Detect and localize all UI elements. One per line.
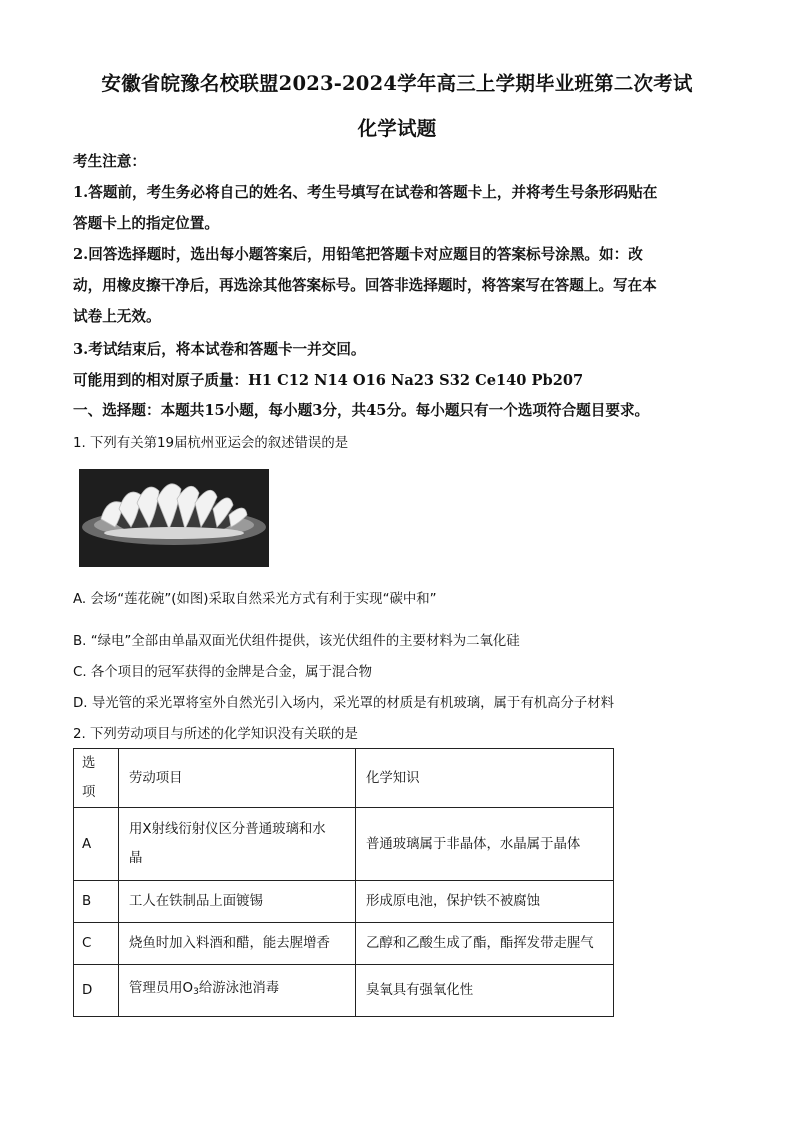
table-cell-chem-knowledge: 臭氧具有强氧化性 [356,965,614,1017]
lotus-bowl-illustration [79,469,269,567]
table-cell-option: C [74,923,119,965]
atomic-masses: 可能用到的相对原子质量：H1 C12 N14 O16 Na23 S32 Ce140 Pb207 [73,372,584,389]
table-cell-labor-item: 工人在铁制品上面镀锡 [119,881,356,923]
table-header-labor-item: 劳动项目 [119,749,356,808]
question-2-stem: 2. 下列劳动项目与所述的化学知识没有关联的是 [73,727,358,742]
table-header-row [74,749,614,808]
notice-item-1-line-2: 答题卡上的指定位置。 [73,215,219,232]
table-row [74,881,614,923]
notice-item-2-line-2: 动，用橡皮擦干净后，再选涂其他答案标号。回答非选择题时，将答案写在答题上。写在本 [73,277,657,294]
cell-text-post: 给游泳池消毒 [198,981,280,996]
table-cell-labor-item: 烧鱼时加入料酒和醋，能去腥增香 [119,923,356,965]
table-row [74,923,614,965]
exam-subtitle: 化学试题 [357,117,437,140]
table-cell-option: A [74,808,119,881]
question-1-option-c: C. 各个项目的冠军获得的金牌是合金，属于混合物 [73,665,373,680]
table-cell-chem-knowledge: 形成原电池，保护铁不被腐蚀 [356,881,614,923]
table-cell-option: B [74,881,119,923]
notice-item-1-line-1: 1.答题前，考生务必将自己的姓名、考生号填写在试卷和答题卡上，并将考生号条形码贴在 [73,184,658,201]
table-header-option: 选项 [74,749,119,808]
lotus-bowl-stadium-image [79,469,269,567]
table-cell-labor-item [119,808,356,881]
table-cell-chem-knowledge: 乙醇和乙酸生成了酯，酯挥发带走腥气 [356,923,614,965]
notice-item-2-line-3: 试卷上无效。 [73,308,161,325]
question-1-option-b: B. “绿电”全部由单晶双面光伏组件提供，该光伏组件的主要材料为二氧化硅 [73,634,520,649]
table-header-chem-knowledge: 化学知识 [356,749,614,808]
table-cell-option: D [74,965,119,1017]
ozone-subscript: 3 [193,987,199,997]
notice-item-2-line-1: 2.回答选择题时，选出每小题答案后，用铅笔把答题卡对应题目的答案标号涂黑。如：改 [73,246,643,263]
notice-heading: 考生注意： [73,153,146,170]
section-1-heading: 一、选择题：本题共15小题，每小题3分，共45分。每小题只有一个选项符合题目要求。 [73,402,650,419]
question-2-table [73,748,614,1017]
cell-text-line-1: 用X射线衍射仪区分普通玻璃和水 [129,822,326,837]
table-row [74,965,614,1017]
question-1-option-a: A. 会场“莲花碗”(如图)采取自然采光方式有利于实现“碳中和” [73,592,437,607]
notice-item-3: 3.考试结束后，将本试卷和答题卡一并交回。 [73,341,366,358]
question-1-stem: 1. 下列有关第19届杭州亚运会的叙述错误的是 [73,436,349,451]
table-cell-chem-knowledge: 普通玻璃属于非晶体，水晶属于晶体 [356,808,614,881]
question-1-option-d: D. 导光管的采光罩将室外自然光引入场内，采光罩的材质是有机玻璃，属于有机高分子材料 [73,696,615,711]
cell-text-line-2: 晶 [129,851,143,866]
cell-text-pre: 管理员用O [129,981,194,996]
table-cell-labor-item [119,965,356,1017]
exam-title: 安徽省皖豫名校联盟2023-2024学年高三上学期毕业班第二次考试 [101,72,693,95]
table-row [74,808,614,881]
